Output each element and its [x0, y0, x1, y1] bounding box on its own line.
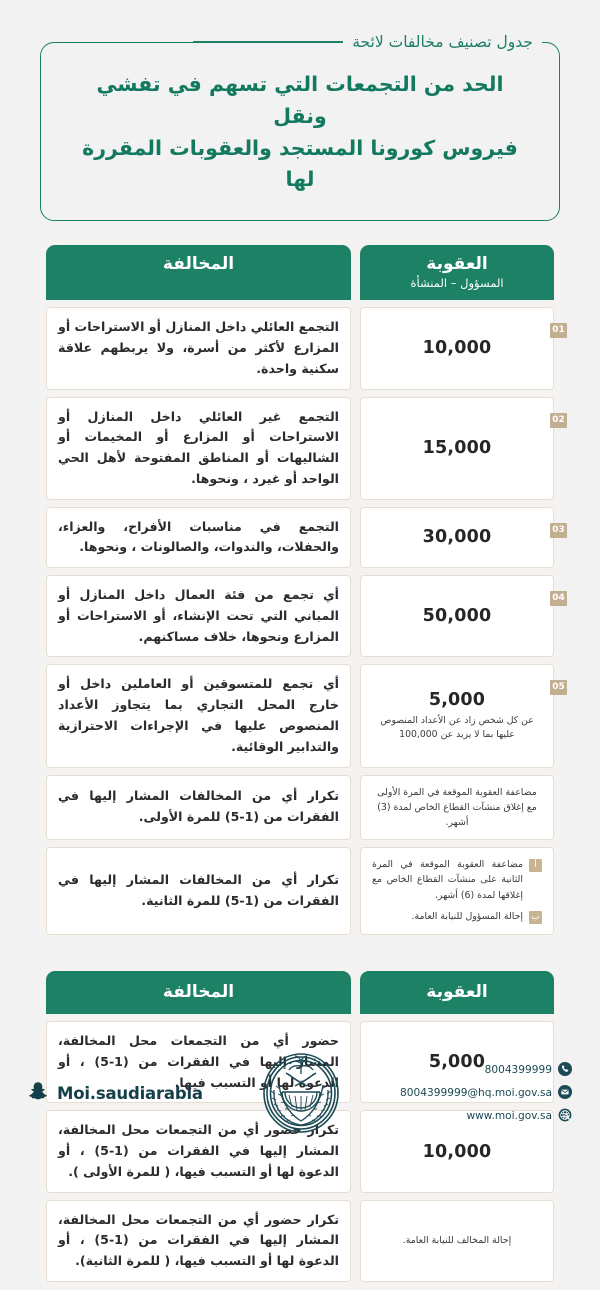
penalty-sub-item — [372, 909, 542, 925]
violation-cell — [46, 397, 351, 500]
contact-website-text: www.moi.gov.sa — [466, 1109, 552, 1122]
penalty-cell — [360, 575, 554, 657]
contact-phone-text: 8004399999 — [484, 1063, 552, 1076]
penalty-cell — [360, 847, 554, 935]
footer — [0, 1047, 600, 1139]
penalty-amount: 10,000 — [422, 338, 492, 359]
contact-list — [400, 1061, 572, 1126]
table-header-row — [46, 245, 554, 300]
column-header-penalty-label: العقوبة — [426, 254, 488, 275]
kicker-label: جدول تصنيف مخالفات لائحة — [343, 32, 542, 52]
penalty-sub-item — [372, 857, 542, 904]
table-row — [46, 397, 565, 500]
ministry-emblem — [261, 1052, 341, 1134]
table-row — [46, 664, 565, 767]
column-header-violation — [46, 245, 351, 300]
penalty-sub-list — [372, 857, 542, 925]
social-account[interactable] — [28, 1081, 203, 1106]
table-row — [46, 1200, 554, 1282]
kicker-rule — [193, 41, 343, 43]
violation-text: التجمع غير العائلي داخل المنازل أو الاستراحات أو المزارع أو المخيمات أو الشاليهات أو المناطق المفتوحة لأهل الحي الواحد أو غيرد ، ونحوها. — [58, 408, 339, 486]
table-row — [46, 307, 565, 389]
violation-text: تكرار حضور أي من التجمعات محل المخالفة، المشار إليها في الفقرات من (1-5) ، أو الدعوة لها أو التسبب فيها، ( للمرة الأولى ). — [58, 1122, 339, 1179]
page-title-line-1: الحد من التجمعات التي تسهم في تفشي ونقل — [96, 72, 504, 128]
table-row — [46, 847, 554, 935]
penalty-amount-note: عن كل شخص زاد عن الأعداد المنصوص عليها بما لا يزيد عن 100,000 — [380, 714, 534, 740]
violation-text: أي تجمع للمتسوقين أو العاملين داخل أو خارج المحل التجاري بما يتجاوز الأعداد المنصوص عليها في الإجراءات الاحترازية والتدابير الوقائية. — [58, 676, 339, 754]
column-header-penalty-sublabel: المسؤول – المنشأة — [410, 276, 504, 291]
email-icon — [558, 1084, 572, 1103]
globe-icon — [558, 1107, 572, 1126]
column-header-violation-label: المخالفة — [162, 254, 235, 275]
title-box — [40, 42, 560, 221]
column-header-penalty-label: العقوبة — [426, 981, 488, 1002]
penalty-text: إحالة المخالف للنيابة العامة. — [402, 1235, 512, 1247]
phone-icon — [558, 1061, 572, 1080]
sub-item-badge-beh: ب — [529, 911, 542, 924]
violation-cell — [46, 507, 351, 569]
violation-text: تكرار أي من المخالفات المشار إليها في الفقرات من (1-5) للمرة الثانية. — [58, 871, 339, 908]
column-header-violation — [46, 971, 351, 1014]
table-header-row — [46, 971, 554, 1014]
column-header-violation-label: المخالفة — [162, 981, 235, 1002]
penalty-amount: 50,000 — [422, 606, 492, 627]
table-row — [46, 775, 554, 840]
contact-email-text: 8004399999@hq.moi.gov.sa — [400, 1086, 552, 1099]
table-row — [46, 507, 565, 569]
infographic-page — [0, 33, 600, 1269]
row-index-badge: 05 — [550, 680, 567, 695]
header — [40, 33, 560, 221]
violation-text: تكرار حضور أي من التجمعات محل المخالفة، المشار إليها في الفقرات من (1-5) ، أو الدعوة لها أو التسبب فيها، ( للمرة الثانية). — [58, 1211, 339, 1269]
row-index-badge: 04 — [550, 591, 567, 606]
penalty-amount: 15,000 — [422, 438, 492, 459]
violation-cell — [46, 575, 351, 657]
violation-text: التجمع في مناسبات الأفراح، والعزاء، والحفلات، والندوات، والصالونات ، ونحوها. — [58, 518, 339, 555]
violation-text: أي تجمع من فئة العمال داخل المنازل أو المباني التي تحت الإنشاء، أو الاستراحات أو المزارع ونحوها، خلاف مساكنهم. — [58, 587, 339, 644]
penalty-cell — [360, 664, 554, 767]
violation-cell — [46, 307, 351, 389]
contact-email[interactable] — [400, 1084, 572, 1103]
snapchat-icon — [28, 1081, 48, 1106]
violation-text: حضور أي من التجمعات محل المخالفة، المشار إليها في الفقرات من (1-5) ، أو الدعوة لها أو التسبب فيها. — [58, 1033, 339, 1090]
contact-phone[interactable] — [485, 1061, 572, 1080]
row-index-badge: 03 — [550, 523, 567, 538]
table-row — [46, 575, 565, 657]
kicker-row — [58, 31, 542, 53]
penalty-amount: 30,000 — [422, 527, 492, 548]
row-index-badge: 02 — [550, 413, 567, 428]
violation-text: التجمع العائلي داخل المنازل أو الاستراحات أو المزارع لأكثر من أسرة، ولا يربطهم علاقة سكنية واحدة. — [58, 319, 339, 376]
penalty-amount: 5,000 — [428, 689, 486, 710]
page-title-line-2: فيروس كورونا المستجد والعقوبات المقررة لها — [82, 135, 518, 192]
contact-website[interactable] — [466, 1107, 572, 1126]
violation-cell — [46, 664, 351, 767]
violations-table-establishments — [40, 239, 565, 943]
penalty-cell — [360, 307, 554, 389]
penalty-amount: 5,000 — [428, 1052, 486, 1073]
penalty-cell — [360, 397, 554, 500]
violation-cell — [46, 775, 351, 840]
penalty-amount: 10,000 — [422, 1141, 492, 1162]
violation-cell — [46, 847, 351, 935]
penalty-cell — [360, 507, 554, 569]
sub-item-text: إحالة المسؤول للنيابة العامة. — [411, 911, 523, 923]
penalty-cell — [360, 1200, 554, 1282]
column-header-penalty — [360, 245, 554, 300]
column-header-penalty — [360, 971, 554, 1014]
sub-item-text: مضاعفة العقوبة الموقعة في المرة الثانية على منشآت القطاع الخاص مع إغلاقها لمدة (6) أشهر. — [372, 858, 523, 901]
row-index-badge: 01 — [550, 323, 567, 338]
penalty-text: مضاعفة العقوبة الموقعة في المرة الأولى مع إغلاق منشآت القطاع الخاص لمدة (3) أشهر. — [377, 786, 537, 828]
social-handle-label: Moi.saudiarabia — [57, 1083, 203, 1103]
penalty-cell — [360, 775, 554, 840]
sub-item-badge-alef: أ — [529, 859, 542, 872]
violation-text: تكرار أي من المخالفات المشار إليها في الفقرات من (1-5) للمرة الأولى. — [58, 788, 339, 825]
violation-cell — [46, 1200, 351, 1282]
